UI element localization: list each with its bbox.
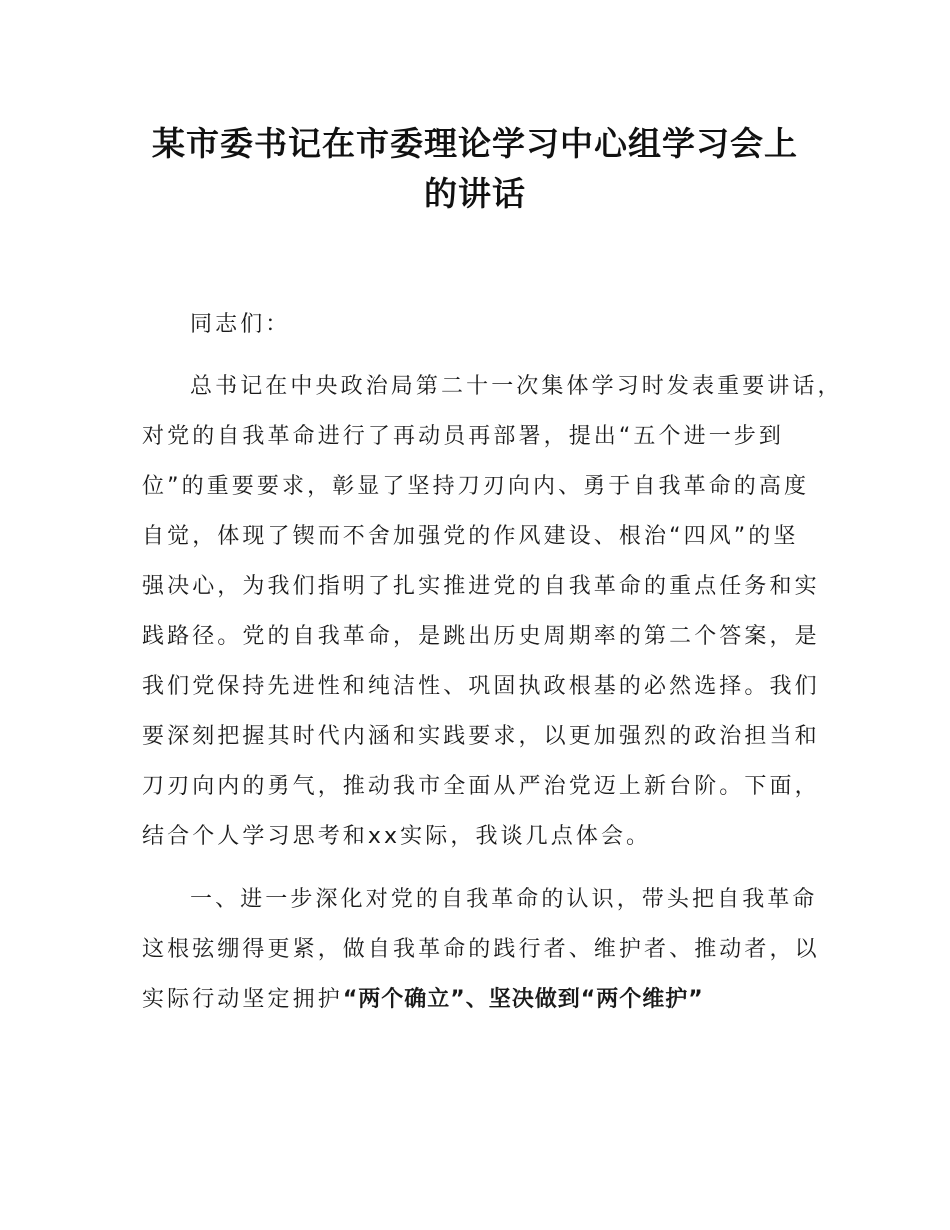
paragraph-line: 结合个人学习思考和xx实际，我谈几点体会。 (142, 824, 652, 849)
paragraph-line: 位”的重要要求，彰显了坚持刀刃向内、勇于自我革命的高度 (142, 474, 810, 499)
paragraph-line: 刀刃向内的勇气，推动我市全面从严治党迈上新台阶。下面， (142, 774, 820, 799)
paragraph-line: 要深刻把握其时代内涵和实践要求，以更加强烈的政治担当和 (142, 724, 820, 749)
paragraph-line: 强决心，为我们指明了扎实推进党的自我革命的重点任务和实 (142, 574, 820, 599)
document-title-line-1: 某市委书记在市委理论学习中心组学习会上 (152, 124, 798, 163)
document-title-line-2: 的讲话 (424, 174, 526, 213)
section-1-line-3-bold: “两个确立”、坚决做到“两个维护” (342, 987, 704, 1012)
section-1-line-2: 这根弦绷得更紧，做自我革命的践行者、维护者、推动者，以 (142, 937, 820, 962)
section-1-line-1: 一、进一步深化对党的自我革命的认识，带头把自我革命 (190, 887, 818, 912)
paragraph-line: 我们党保持先进性和纯洁性、巩固执政根基的必然选择。我们 (142, 674, 820, 699)
paragraph-line: 自觉，体现了锲而不舍加强党的作风建设、根治“四风”的坚 (142, 524, 799, 549)
section-1-line-3-normal: 实际行动坚定拥护 (142, 987, 343, 1012)
paragraph-line: 总书记在中央政治局第二十一次集体学习时发表重要讲话， (190, 374, 843, 399)
salutation: 同志们： (190, 312, 291, 337)
section-1-line-3 (142, 985, 832, 1015)
paragraph-line: 对党的自我革命进行了再动员再部署，提出“五个进一步到 (142, 424, 784, 449)
paragraph-line: 践路径。党的自我革命，是跳出历史周期率的第二个答案，是 (142, 624, 820, 649)
